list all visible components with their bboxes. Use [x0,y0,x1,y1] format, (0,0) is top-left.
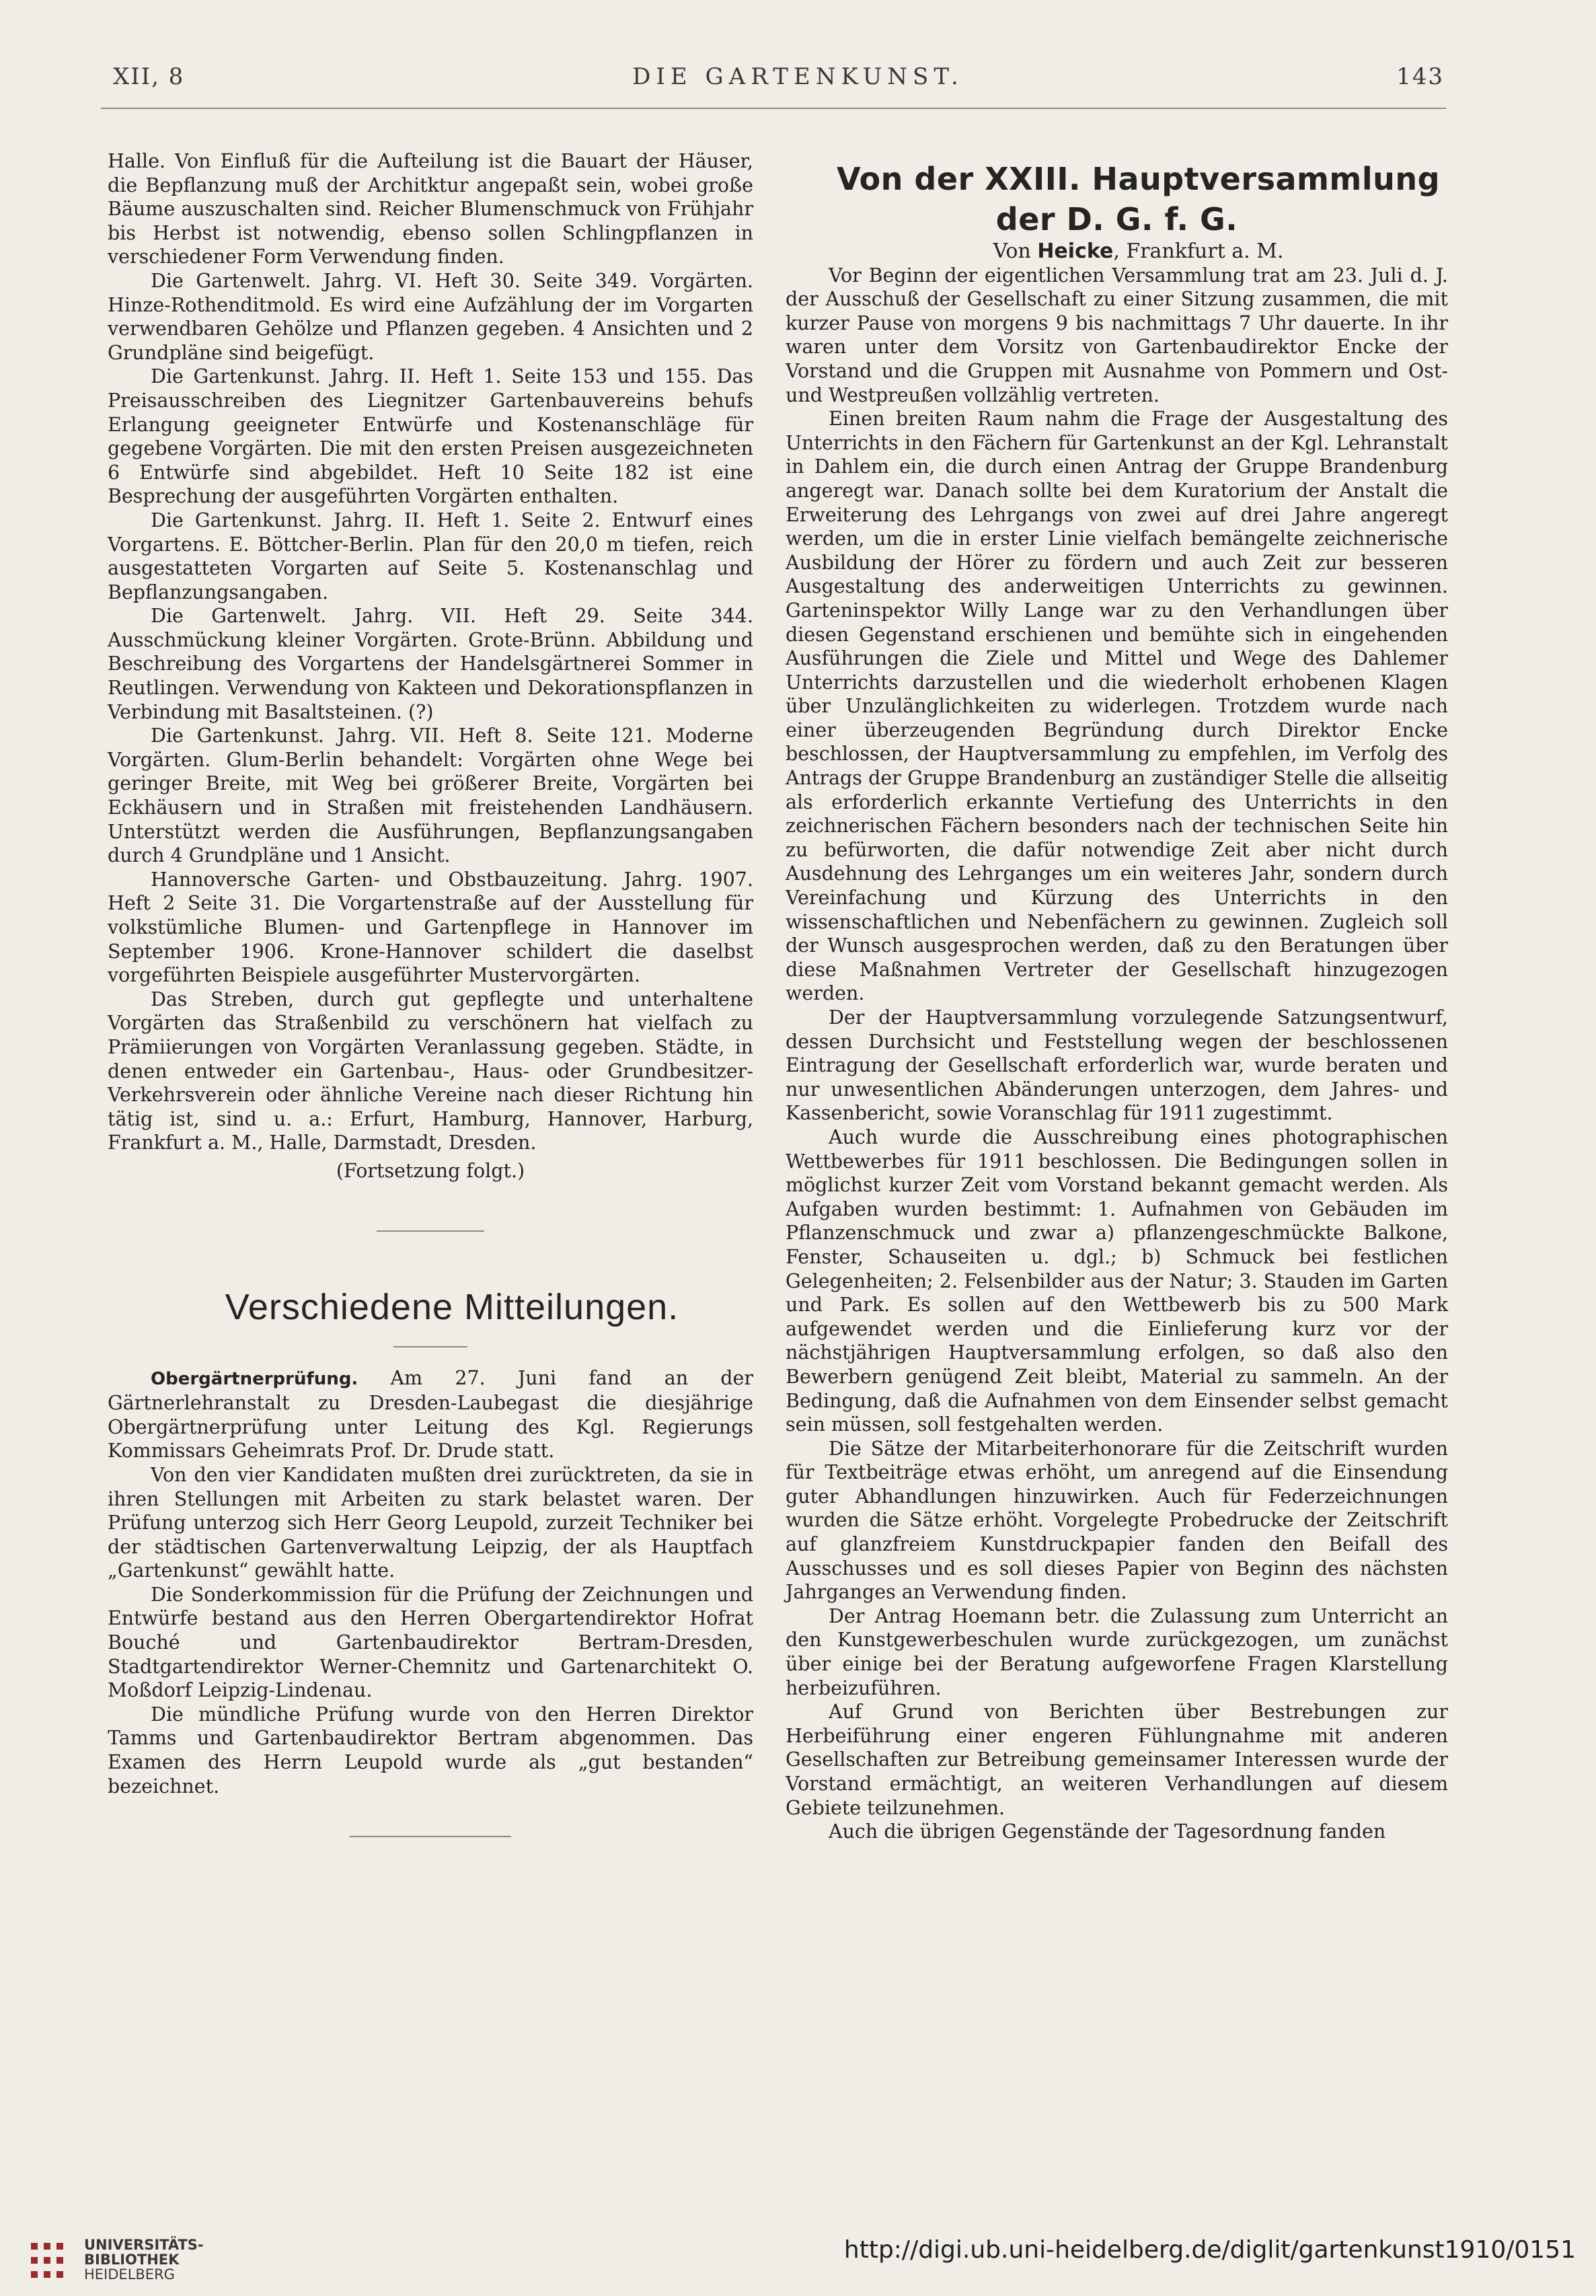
paragraph: Vor Beginn der eigentlichen Versammlung trat am 23. Juli d. J. der Ausschuß der Gesellschaft zu einer Sitzung zusammen, die mit kurzer Pause von morgens 9 bis nachmittags 7 Uhr dauerte. In ihr waren unter dem Vorsitz von Gartenbaudirektor Encke der Vorstand und die Gruppen mit Ausnahme von Pommern und Ost- und Westpreußen vollzählig vertreten. [786,264,1448,406]
header-rule [101,108,1446,109]
section-title: Verschiedene Mitteilungen. [225,1286,679,1327]
end-rule [350,1836,511,1837]
library-logo-icon [27,2240,67,2281]
header-journal-title: DIE GARTENKUNST. [632,63,964,90]
paragraph: Die Sonderkommission für die Prüfung der Zeichnungen und Entwürfe bestand aus den Herren Obergartendirektor Hofrat Bouché und Gartenbaudirektor Bertram-Dresden, Stadtgartendirektor Werner-Chemnitz und Gartenarchitekt O. Moßdorf Leipzig-Lindenau. [108,1583,753,1702]
paragraph: Von den vier Kandidaten mußten drei zurücktreten, da sie in ihren Stellungen mit Arbeiten zu stark belastet waren. Der Prüfung unterzog sich Herr Georg Leupold, zurzeit Techniker bei der städtischen Gartenverwaltung Leipzig, der als Hauptfach „Gartenkunst“ gewählt hatte. [108,1463,753,1582]
library-name: UNIVERSITÄTS- BIBLIOTHEK HEIDELBERG [84,2237,204,2283]
article-title: Von der XXIII. Hauptversammlung der D. G. f. G. [836,161,1441,237]
title-underline [393,1346,467,1347]
article-byline: Von Heicke, Frankfurt a. M. [993,239,1284,263]
paragraph: Das Streben, durch gut gepflegte und unterhaltene Vorgärten das Straßenbild zu verschönern hat vielfach zu Prämiierungen von Vorgärten Veranlassung gegeben. Städte, in denen entweder ein Gartenbau-, Haus- oder Grundbesitzer-Verkehrsverein oder ähnliche Vereine nach dieser Richtung hin tätig ist, sind u. a.: Erfurt, Hamburg, Hannover, Harburg, Frankfurt a. M., Halle, Darmstadt, Dresden. [108,988,753,1154]
paragraph: Die Gartenkunst. Jahrg. VII. Heft 8. Seite 121. Moderne Vorgärten. Glum-Berlin behandelt: Vorgärten ohne Wege bei geringer Breite, mit Weg bei größerer Breite, Vorgärten bei Eckhäusern und in Straßen mit freistehenden Landhäusern. Unterstützt werden die Ausführungen, Bepflanzungsangaben durch 4 Grundpläne und 1 Ansicht. [108,725,753,867]
paragraph: Die mündliche Prüfung wurde von den Herren Direktor Tamms und Gartenbaudirektor Bertram abgenommen. Das Examen des Herrn Leupold wurde als „gut bestanden“ bezeichnet. [108,1703,753,1798]
paragraph: Hannoversche Garten- und Obstbauzeitung. Jahrg. 1907. Heft 2 Seite 31. Die Vorgartenstraße auf der Ausstellung für volkstümliche Blumen- und Gartenpflege in Hannover im September 1906. Krone-Hannover schildert die daselbst vorgeführten Beispiele ausgeführter Mustervorgärten. [108,868,753,987]
paragraph [108,1366,753,1463]
paragraph: Die Gartenkunst. Jahrg. II. Heft 1. Seite 153 und 155. Das Preisausschreiben des Liegnitzer Gartenbauvereins behufs Erlangung geeigneter Entwürfe und Kostenanschläge für gegebene Vorgärten. Die mit den ersten Preisen ausgezeichneten 6 Entwürfe sind abgebildet. Heft 10 Seite 182 ist eine Besprechung der ausgeführten Vorgärten enthalten. [108,365,753,508]
continuation-note: (Fortsetzung folgt.) [336,1159,525,1182]
paragraph: Die Gartenwelt. Jahrg. VI. Heft 30. Seite 349. Vorgärten. Hinze-Rothenditmold. Es wird eine Aufzählung der im Vorgarten verwendbaren Gehölze und Pflanzen gegeben. 4 Ansichten und 2 Grundpläne sind beigefügt. [108,269,753,364]
paragraph: Der der Hauptversammlung vorzulegende Satzungsentwurf, dessen Durchsicht und Feststellung wegen der beschlossenen Eintragung der Gesellschaft erforderlich war, wurde beraten und nur unwesentlichen Abänderungen unterzogen, dem Jahres- und Kassenbericht, sowie Voranschlag für 1911 zugestimmt. [786,1006,1448,1125]
paragraph: Der Antrag Hoemann betr. die Zulassung zum Unterricht an den Kunstgewerbeschulen wurde zurückgezogen, um zunächst über einige bei der Beratung aufgeworfene Fragen Klarstellung herbeizuführen. [786,1604,1448,1699]
section-divider [377,1230,484,1232]
paragraph: Die Sätze der Mitarbeiterhonorare für die Zeitschrift wurden für Textbeiträge etwas erhöht, um anregend auf die Einsendung guter Abhandlungen hinzuwirken. Auch für Federzeichnungen wurden die Sätze erhöht. Vorgelegte Probedrucke der Zeitschrift auf glanzfreiem Kunstdruckpapier fanden den Beifall des Ausschusses und es soll dieses Papier von Beginn des nächsten Jahrganges an Verwendung finden. [786,1437,1448,1604]
paragraph: Auch die übrigen Gegenstände der Tagesordnung fanden [829,1820,1386,1843]
paragraph-text: Am 27. Juni fand an der Gärtnerlehranstalt zu Dresden-Laubegast die diesjährige Obergärtnerprüfung unter Leitung des Kgl. Regierungs Kommissars Geheimrats Prof. Dr. Drude statt. [108,1366,753,1462]
run-in-heading: Obergärtnerprüfung. [151,1368,358,1389]
paragraph: Die Gartenwelt. Jahrg. VII. Heft 29. Seite 344. Ausschmückung kleiner Vorgärten. Grote-Brünn. Abbildung und Beschreibung des Vorgartens der Handelsgärtnerei Sommer in Reutlingen. Verwendung von Kakteen und Dekorationspflanzen in Verbindung mit Basaltsteinen. (?) [108,605,753,723]
paragraph: Halle. Von Einfluß für die Aufteilung ist die Bauart der Häuser, die Bepflanzung muß der Architktur angepaßt sein, wobei große Bäume auszuschalten sind. Reicher Blumenschmuck von Frühjahr bis Herbst ist notwendig, ebenso sollen Schlingpflanzen in verschiedener Form Verwendung finden. [108,150,753,268]
left-column [108,149,753,1837]
header-volume: XII, 8 [113,63,185,90]
author-name: Heicke [1037,239,1114,263]
paragraph: Auf Grund von Berichten über Bestrebungen zur Herbeiführung einer engeren Fühlungnahme mit anderen Gesellschaften zur Betreibung gemeinsamer Interessen wurde der Vorstand ermächtigt, an weiteren Verhandlungen auf diesem Gebiete teilzunehmen. [786,1701,1448,1819]
paragraph: Die Gartenkunst. Jahrg. II. Heft 1. Seite 2. Entwurf eines Vorgartens. E. Böttcher-Berlin. Plan für den 20,0 m tiefen, reich ausgestatteten Vorgarten auf Seite 5. Kostenanschlag und Bepflanzungsangaben. [108,509,753,603]
permalink-url[interactable]: http://digi.ub.uni-heidelberg.de/diglit/gartenkunst1910/0151 [843,2236,1576,2264]
paragraph: Auch wurde die Ausschreibung eines photographischen Wettbewerbes für 1911 beschlossen. Die Bedingungen sollen in möglichst kurzer Zeit vom Vorstand bekannt gemacht werden. Als Aufgaben wurden bestimmt: 1. Aufnahmen von Gebäuden im Pflanzenschmuck und zwar a) pflanzengeschmückte Balkone, Fenster, Schauseiten u. dgl.; b) Schmuck bei festlichen Gelegenheiten; 2. Felsenbilder aus der Natur; 3. Stauden im Garten und Park. Es sollen auf den Wettbewerb bis zu 500 Mark aufgewendet werden und die Einlieferung kurz vor der nächstjährigen Hauptversammlung erfolgen, so daß also den Bewerbern genügend Zeit bleibt, Material zu sammeln. An der Bedingung, daß die Aufnahmen von dem Einsender selbst gemacht sein müssen, soll festgehalten werden. [786,1125,1448,1436]
right-column [786,159,1448,1844]
paragraph: Einen breiten Raum nahm die Frage der Ausgestaltung des Unterrichts in den Fächern für Gartenkunst an der Kgl. Lehranstalt in Dahlem ein, die durch einen Antrag der Gruppe Brandenburg angeregt war. Danach sollte bei dem Kuratorium der Anstalt die Erweiterung des Lehrgangs von zwei auf drei Jahre angeregt werden, um die in erster Linie vielfach bemängelte zeichnerische Ausbildung der Hörer zu fördern und auch Zeit zur besseren Ausgestaltung des anderweitigen Unterrichts zu gewinnen. Garteninspektor Willy Lange war zu den Verhandlungen über diesen Gegenstand erschienen und bemühte sich in eingehenden Ausführungen die Ziele und Mittel und Wege des Dahlemer Unterrichts darzustellen und die wiederholt erhobenen Klagen über Unzulänglichkeiten zu widerlegen. Trotzdem wurde nach einer überzeugenden Begründung durch Direktor Encke beschlossen, der Hauptversammlung zu empfehlen, im Verfolg des Antrags der Gruppe Brandenburg an zuständiger Stelle die allseitig als erforderlich erkannte Vertiefung des Unterrichts in den zeichnerischen Fächern besonders nach der technischen Seite hin zu befürworten, die dafür notwendige Zeit aber nicht durch Ausdehnung des Lehrganges um ein weiteres Jahr, sondern durch Vereinfachung und Kürzung des Unterrichts in den wissenschaftlichen und Nebenfächern zu gewinnen. Zugleich soll der Wunsch ausgesprochen werden, daß zu den Beratungen über diese Maßnahmen Vertreter der Gesellschaft hinzugezogen werden. [786,408,1448,1005]
header-page-number: 143 [1396,63,1444,90]
